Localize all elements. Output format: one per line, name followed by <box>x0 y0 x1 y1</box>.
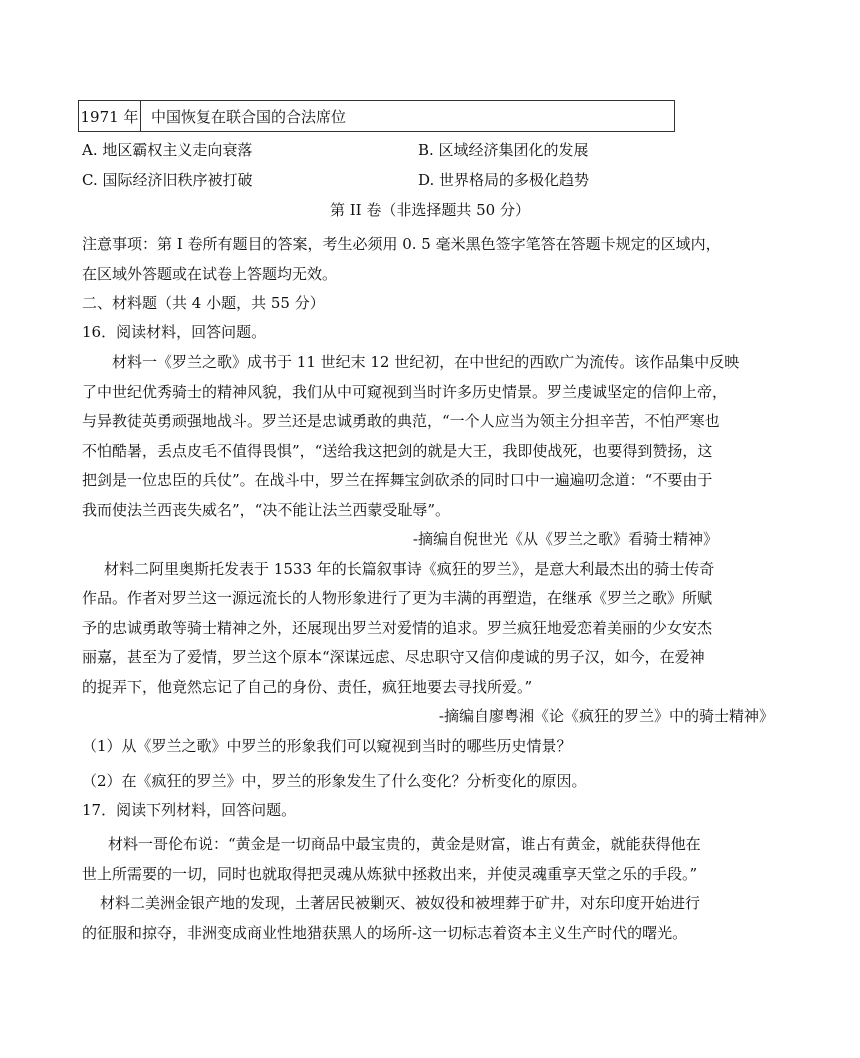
q16-material1-line: 我而使法兰西丧失威名”，“决不能让法兰西蒙受耻辱”。 <box>82 501 451 519</box>
q17-material1-line: 材料一哥伦布说：“黄金是一切商品中最宝贵的，黄金是财富，谁占有黄金，就能获得他在 <box>108 835 701 853</box>
question-16-stem: 16．阅读材料，回答问题。 <box>82 323 267 341</box>
event-table <box>78 100 675 132</box>
table-year-cell: 1971 年 <box>79 101 141 131</box>
q16-material1-line: 与异教徒英勇顽强地战斗。罗兰还是忠诚勇敢的典范，“一个人应当为领主分担辛苦，不怕严寒也 <box>82 412 720 430</box>
notice-line: 注意事项：第 I 卷所有题目的答案，考生必须用 0. 5 毫米黑色签字笔答在答题卡规定的区域内， <box>82 235 721 253</box>
q16-material2-line: 丽嘉，甚至为了爱情，罗兰这个原本“深谋远虑、尽忠职守又信仰虔诚的男子汉，如今，在爱神 <box>82 648 705 666</box>
option-a: A. 地区霸权主义走向衰落 <box>82 141 253 159</box>
q16-subquestion-2: （2）在《疯狂的罗兰》中，罗兰的形象发生了什么变化？分析变化的原因。 <box>82 772 587 790</box>
notice-line: 在区域外答题或在试卷上答题均无效。 <box>82 265 338 283</box>
option-c: C. 国际经济旧秩序被打破 <box>82 171 253 189</box>
q16-subquestion-1: （1）从《罗兰之歌》中罗兰的形象我们可以窥视到当时的哪些历史情景？ <box>82 737 572 755</box>
q16-material1-line: 不怕酷暑，丢点皮毛不值得畏惧”，“送给我这把剑的就是大王，我即使战死，也要得到赞扬，这 <box>82 442 713 460</box>
q16-source1: -摘编自倪世光《从《罗兰之歌》看骑士精神》 <box>412 530 718 548</box>
q16-material2-line: 作品。作者对罗兰这一源远流长的人物形象进行了更为丰满的再塑造，在继承《罗兰之歌》所赋 <box>82 589 713 607</box>
q16-material2-line: 材料二阿里奥斯托发表于 1533 年的长篇叙事诗《疯狂的罗兰》，是意大利最杰出的骑士传奇 <box>104 560 715 578</box>
q17-material1-line: 世上所需要的一切，同时也就取得把灵魂从炼狱中拯救出来，并使灵魂重享天堂之乐的手段。” <box>82 865 698 883</box>
q16-material2-line: 予的忠诚勇敢等骑士精神之外，还展现出罗兰对爱情的追求。罗兰疯狂地爱恋着美丽的少女安杰 <box>82 619 713 637</box>
q17-material2-line: 的征服和掠夺，非洲变成商业性地猎获黑人的场所-这一切标志着资本主义生产时代的曙光。 <box>82 924 688 942</box>
option-b: B. 区域经济集团化的发展 <box>418 141 589 159</box>
q16-source2: -摘编自廖粤湘《论《疯狂的罗兰》中的骑士精神》 <box>438 707 774 725</box>
table-event-cell: 中国恢复在联合国的合法席位 <box>151 107 347 126</box>
q16-material2-line: 的捉弄下，他竟然忘记了自己的身份、责任，疯狂地要去寻找所爱。” <box>82 678 533 696</box>
q16-material1-line: 材料一《罗兰之歌》成书于 11 世纪末 12 世纪初，在中世纪的西欧广为流传。该作品集中反映 <box>112 353 740 371</box>
q17-material2-line: 材料二美洲金银产地的发现，土著居民被剿灭、被奴役和被埋葬于矿井，对东印度开始进行 <box>100 894 701 912</box>
option-d: D. 世界格局的多极化趋势 <box>418 171 590 189</box>
q16-material1-line: 了中世纪优秀骑士的精神风貌，我们从中可窥视到当时许多历史情景。罗兰虔诚坚定的信仰上帝， <box>82 383 728 401</box>
q16-material1-line: 把剑是一位忠臣的兵仗”。在战斗中，罗兰在挥舞宝剑砍杀的同时口中一遍遍叨念道：“不要由于 <box>82 471 713 489</box>
part-heading: 二、材料题（共 4 小题，共 55 分） <box>82 294 325 312</box>
question-17-stem: 17．阅读下列材料，回答问题。 <box>82 801 297 819</box>
section-title: 第 II 卷（非选择题共 50 分） <box>329 201 530 219</box>
